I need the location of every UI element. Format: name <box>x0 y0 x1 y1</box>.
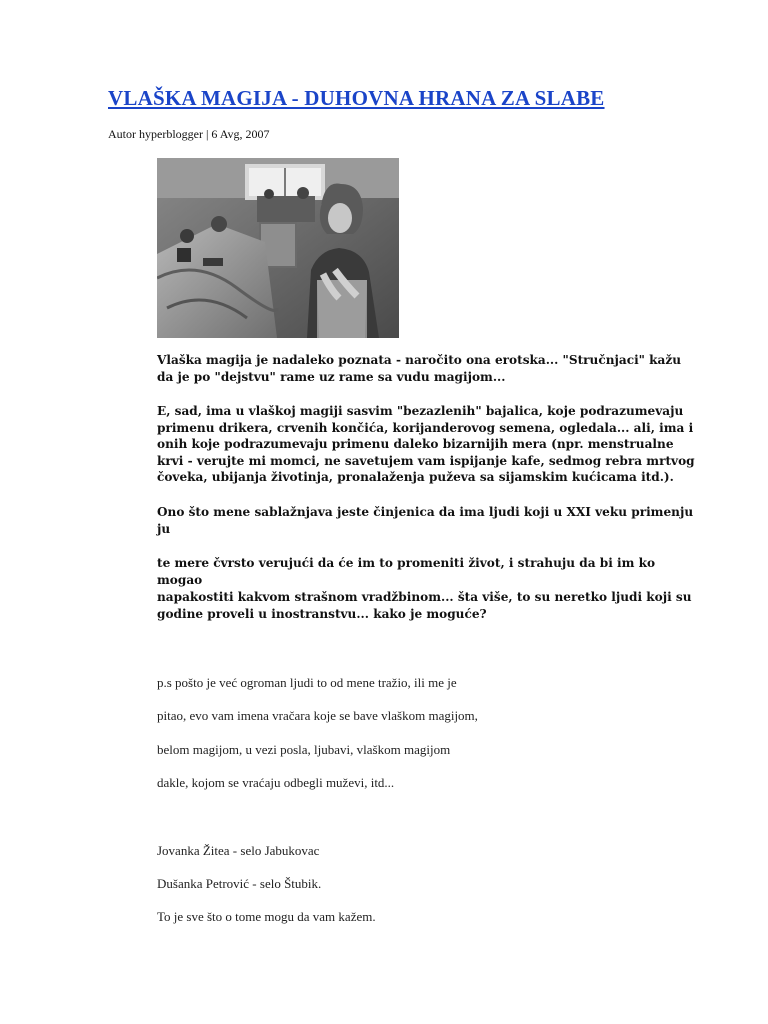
paragraph-4: te mere čvrsto verujući da će im to promeniti život, i strahuju da bi im ko mogao <box>157 556 656 587</box>
contact-name-2: Dušanka Petrović - selo Štubik. <box>157 876 322 891</box>
ps-line-1: p.s pošto je već ogroman ljudi to od mene tražio, ili me je <box>157 675 457 690</box>
paragraph-3: Ono što mene sablažnjava jeste činjenica da ima ljudi koji u XXI veku primenju ju <box>157 505 694 536</box>
paragraph-2: E, sad, ima u vlaškoj magiji sasvim "bezazlenih" bajalica, koje podrazumevaju primenu drikera, crvenih končića, korijanderovog semena, ogledala... ali, ima i onih koje podrazumevaju primenu daleko bizarnijih mera (npr. menstrualne krvi - verujte mi momci, ne savetujem vam ispijanje kafe, sedmog rebra mrtvog čoveka, ubijanja životinja, pronalaženja puževa sa sijamskim kućicama itd.). <box>157 404 695 484</box>
contact-name-1: Jovanka Žitea - selo Jabukovac <box>157 843 320 858</box>
article-byline: Autor hyperblogger | 6 Avg, 2007 <box>108 127 270 141</box>
closing-line: To je sve što o tome mogu da vam kažem. <box>157 909 376 924</box>
ps-line-4: dakle, kojom se vraćaju odbegli muževi, itd... <box>157 775 395 790</box>
article-photo <box>157 158 399 338</box>
ps-line-3: belom magijom, u vezi posla, ljubavi, vlaškom magijom <box>157 742 451 757</box>
ps-line-2: pitao, evo vam imena vračara koje se bave vlaškom magijom, <box>157 708 478 723</box>
article-title-link[interactable]: VLAŠKA MAGIJA - DUHOVNA HRANA ZA SLABE <box>108 86 605 110</box>
paragraph-5: napakostiti kakvom strašnom vradžbinom... šta više, to su neretko ljudi koji su godine proveli u inostranstvu... kako je moguće? <box>157 590 692 621</box>
paragraph-1: Vlaška magija je nadaleko poznata - naročito ona erotska... "Stručnjaci" kažu da je po "dejstvu" rame uz rame sa vudu magijom... <box>157 353 682 384</box>
